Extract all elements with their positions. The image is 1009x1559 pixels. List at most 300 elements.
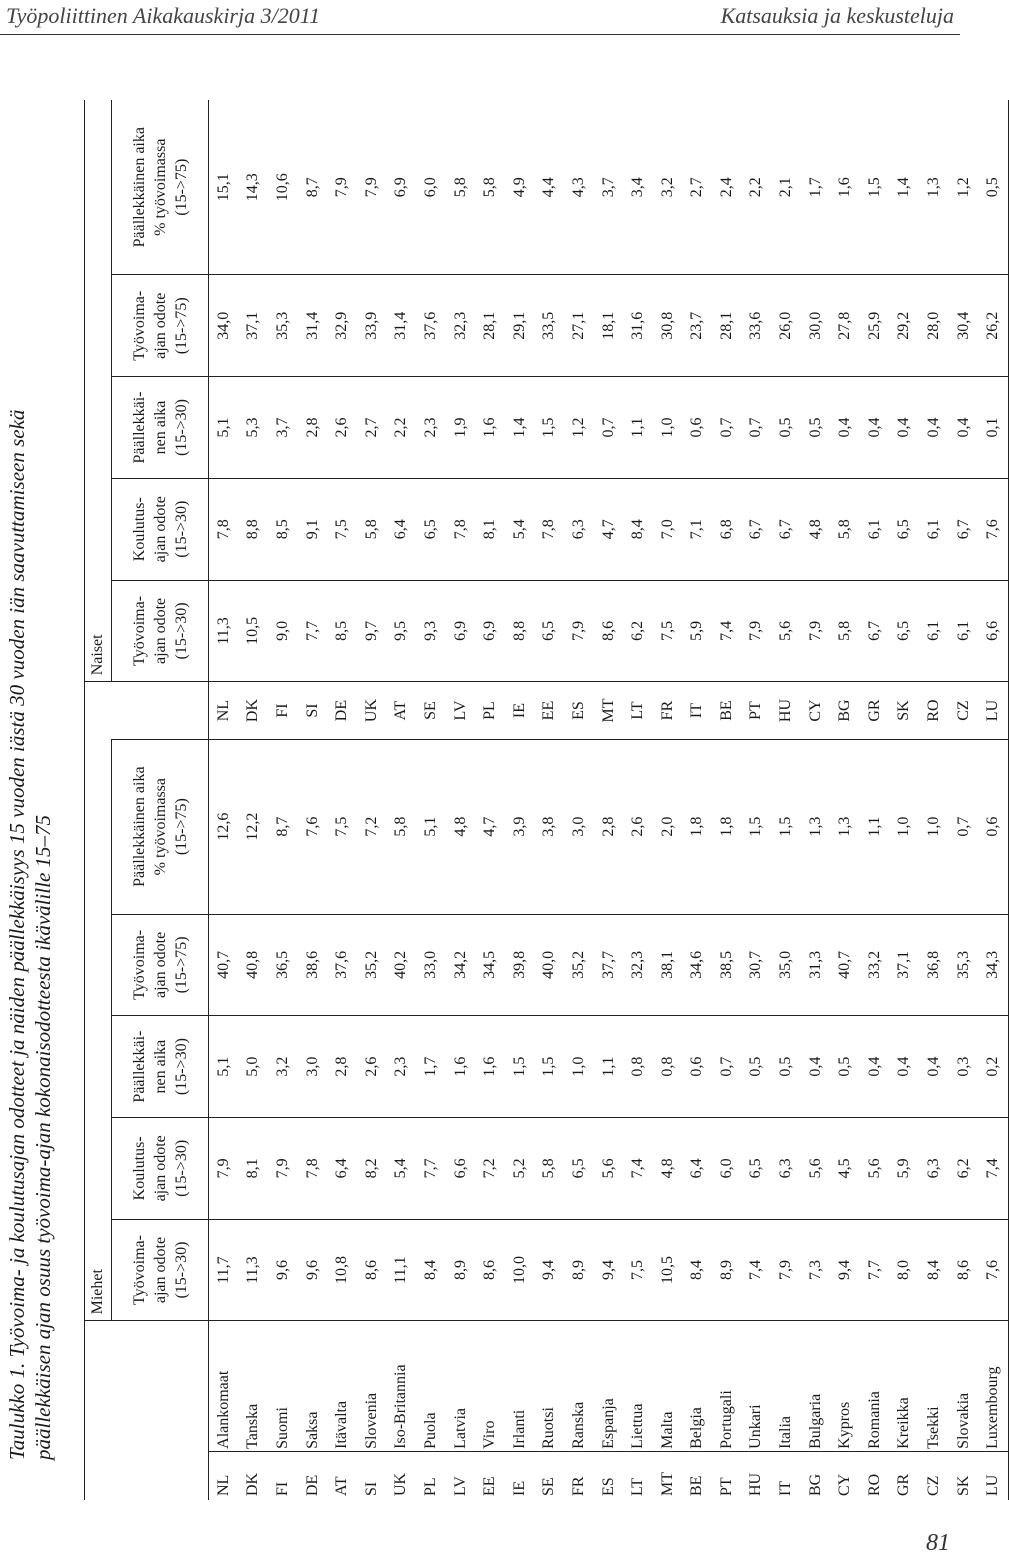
women-value: 9,5	[387, 580, 417, 682]
table-row	[475, 100, 505, 1500]
women-value: 10,6	[268, 100, 298, 275]
men-value: 40,8	[239, 914, 269, 1016]
men-column-header-5: Päällekkäinen aika % työvoimassa (15->75)	[112, 739, 209, 914]
men-value: 6,3	[771, 1117, 801, 1219]
men-value: 8,9	[712, 1219, 742, 1321]
women-country-code: FI	[268, 682, 298, 740]
women-value: 0,1	[978, 377, 1008, 479]
group-header-row	[85, 100, 112, 1500]
country-code: GR	[895, 1473, 913, 1496]
men-column-header-2: Koulutus- ajan odote (15->30)	[112, 1117, 209, 1219]
table-row	[387, 100, 417, 1500]
country-name: Luxembourg	[978, 1321, 1008, 1451]
section-title: Katsauksia ja keskusteluja	[720, 3, 954, 28]
country-name: Alankomaat	[209, 1321, 239, 1451]
group-men: Miehet	[85, 739, 112, 1321]
men-value: 33,2	[860, 914, 890, 1016]
men-value: 34,6	[683, 914, 713, 1016]
women-value: 6,1	[919, 478, 949, 580]
women-country-code: BE	[712, 682, 742, 740]
women-value: 2,2	[742, 100, 772, 275]
country-name: Slovakia	[949, 1321, 979, 1451]
women-value: 37,6	[416, 275, 446, 377]
table-body	[209, 100, 1009, 1500]
country-code: DE	[303, 1474, 321, 1496]
country-name: Bulgaria	[801, 1321, 831, 1451]
women-value: 31,4	[387, 275, 417, 377]
men-value: 2,8	[594, 739, 624, 914]
men-value: 7,9	[771, 1219, 801, 1321]
men-value: 0,8	[623, 1016, 653, 1118]
men-value: 7,6	[298, 739, 328, 914]
men-value: 6,5	[564, 1117, 594, 1219]
women-value: 30,0	[801, 275, 831, 377]
women-country-code: NL	[209, 682, 239, 740]
women-value: 27,8	[830, 275, 860, 377]
men-value: 1,5	[742, 739, 772, 914]
table-row	[446, 100, 476, 1500]
men-value: 35,0	[771, 914, 801, 1016]
men-value: 1,0	[919, 739, 949, 914]
country-name: Tanska	[239, 1321, 269, 1451]
men-value: 7,8	[298, 1117, 328, 1219]
men-value: 6,2	[949, 1117, 979, 1219]
women-value: 0,5	[771, 377, 801, 479]
women-value: 6,9	[475, 580, 505, 682]
country-code: PL	[421, 1477, 439, 1496]
men-value: 0,4	[801, 1016, 831, 1118]
women-value: 6,9	[446, 580, 476, 682]
men-value: 37,1	[890, 914, 920, 1016]
table-row	[268, 100, 298, 1500]
country-code: LT	[629, 1477, 647, 1496]
women-value: 25,9	[860, 275, 890, 377]
women-value: 7,5	[327, 478, 357, 580]
women-country-code: FR	[653, 682, 683, 740]
table-row	[801, 100, 831, 1500]
table-row	[239, 100, 269, 1500]
table-row	[771, 100, 801, 1500]
men-value: 0,6	[683, 1016, 713, 1118]
men-value: 6,4	[683, 1117, 713, 1219]
women-value: 30,4	[949, 275, 979, 377]
women-value: 1,6	[475, 377, 505, 479]
women-value: 32,9	[327, 275, 357, 377]
women-value: 2,2	[387, 377, 417, 479]
women-value: 7,9	[564, 580, 594, 682]
women-value: 5,1	[209, 377, 239, 479]
men-value: 11,7	[209, 1219, 239, 1321]
women-value: 8,6	[594, 580, 624, 682]
men-value: 1,7	[416, 1016, 446, 1118]
women-value: 0,4	[919, 377, 949, 479]
men-value: 4,8	[446, 739, 476, 914]
men-value: 1,8	[712, 739, 742, 914]
men-value: 6,0	[712, 1117, 742, 1219]
men-value: 40,7	[830, 914, 860, 1016]
men-value: 1,6	[475, 1016, 505, 1118]
country-code: FR	[569, 1476, 587, 1496]
women-country-code: LU	[978, 682, 1008, 740]
women-value: 11,3	[209, 580, 239, 682]
women-value: 4,8	[801, 478, 831, 580]
women-value: 7,8	[209, 478, 239, 580]
men-value: 3,0	[564, 739, 594, 914]
women-value: 23,7	[683, 275, 713, 377]
men-value: 0,5	[771, 1016, 801, 1118]
table-row	[623, 100, 653, 1500]
women-value: 3,2	[653, 100, 683, 275]
women-country-code: DK	[239, 682, 269, 740]
women-value: 0,7	[594, 377, 624, 479]
country-code: AT	[333, 1476, 351, 1496]
men-value: 3,9	[505, 739, 535, 914]
women-value: 5,6	[771, 580, 801, 682]
women-country-code: BG	[830, 682, 860, 740]
women-value: 6,5	[890, 478, 920, 580]
country-code: LV	[451, 1476, 469, 1496]
women-country-code: LV	[446, 682, 476, 740]
women-value: 9,1	[298, 478, 328, 580]
men-value: 0,4	[890, 1016, 920, 1118]
header-blank	[112, 1321, 209, 1500]
women-value: 6,0	[416, 100, 446, 275]
women-column-header-3: Päällekkäi- nen aika (15->30)	[112, 377, 209, 479]
header-blank	[85, 1321, 112, 1500]
page-number: 81	[926, 1530, 950, 1556]
women-value: 31,4	[298, 275, 328, 377]
country-name: Ranska	[564, 1321, 594, 1451]
men-value: 8,7	[268, 739, 298, 914]
women-value: 5,4	[505, 478, 535, 580]
women-value: 6,3	[564, 478, 594, 580]
men-value: 36,5	[268, 914, 298, 1016]
men-value: 33,0	[416, 914, 446, 1016]
women-value: 0,7	[742, 377, 772, 479]
men-value: 0,2	[978, 1016, 1008, 1118]
men-value: 4,7	[475, 739, 505, 914]
men-value: 38,6	[298, 914, 328, 1016]
men-value: 5,9	[890, 1117, 920, 1219]
men-value: 1,3	[830, 739, 860, 914]
column-header-row	[112, 100, 209, 1500]
country-code: IT	[777, 1480, 795, 1496]
men-value: 5,6	[594, 1117, 624, 1219]
men-value: 8,9	[446, 1219, 476, 1321]
women-value: 4,9	[505, 100, 535, 275]
country-code: MT	[658, 1472, 676, 1496]
women-value: 4,7	[594, 478, 624, 580]
women-value: 1,0	[653, 377, 683, 479]
men-value: 1,5	[535, 1016, 565, 1118]
men-value: 8,6	[357, 1219, 387, 1321]
men-value: 0,5	[742, 1016, 772, 1118]
women-value: 8,8	[505, 580, 535, 682]
women-value: 1,5	[860, 100, 890, 275]
men-value: 1,3	[801, 739, 831, 914]
men-value: 7,3	[801, 1219, 831, 1321]
women-value: 2,1	[771, 100, 801, 275]
country-name: Malta	[653, 1321, 683, 1451]
women-value: 8,7	[298, 100, 328, 275]
women-value: 0,4	[890, 377, 920, 479]
women-value: 26,0	[771, 275, 801, 377]
women-value: 0,4	[830, 377, 860, 479]
men-column-header-3: Päällekkäi- nen aika (15->30)	[112, 1016, 209, 1118]
women-value: 1,2	[564, 377, 594, 479]
men-value: 3,0	[298, 1016, 328, 1118]
country-name: Puola	[416, 1321, 446, 1451]
men-value: 4,8	[653, 1117, 683, 1219]
women-country-code: SK	[890, 682, 920, 740]
men-value: 10,8	[327, 1219, 357, 1321]
group-women: Naiset	[85, 100, 112, 682]
women-value: 7,8	[446, 478, 476, 580]
caption-line-1: Taulukko 1. Työvoima- ja koulutusajan odotteet ja näiden päällekkäisyys 15 vuoden iästä 30 vuoden iän saavuttamiseen sekä	[5, 409, 29, 1460]
men-value: 0,5	[830, 1016, 860, 1118]
women-value: 1,2	[949, 100, 979, 275]
men-value: 7,9	[209, 1117, 239, 1219]
men-value: 5,1	[416, 739, 446, 914]
women-value: 2,6	[327, 377, 357, 479]
country-name: Romania	[860, 1321, 890, 1451]
men-value: 5,6	[860, 1117, 890, 1219]
country-name: Portugali	[712, 1321, 742, 1451]
country-name: Ruotsi	[535, 1321, 565, 1451]
men-value: 6,4	[327, 1117, 357, 1219]
men-value: 5,1	[209, 1016, 239, 1118]
women-country-code: PL	[475, 682, 505, 740]
men-value: 39,8	[505, 914, 535, 1016]
table-row	[890, 100, 920, 1500]
men-value: 7,5	[623, 1219, 653, 1321]
men-value: 40,7	[209, 914, 239, 1016]
men-value: 35,2	[357, 914, 387, 1016]
men-value: 1,0	[890, 739, 920, 914]
men-value: 8,4	[919, 1219, 949, 1321]
women-value: 6,5	[416, 478, 446, 580]
women-value: 1,1	[623, 377, 653, 479]
women-value: 2,4	[712, 100, 742, 275]
women-value: 1,9	[446, 377, 476, 479]
men-value: 37,6	[327, 914, 357, 1016]
women-column-header-1: Työvoima- ajan odote (15->30)	[112, 580, 209, 682]
header-blank	[85, 682, 112, 740]
table-row	[209, 100, 239, 1500]
women-country-code: SE	[416, 682, 446, 740]
women-value: 28,1	[712, 275, 742, 377]
men-value: 0,4	[860, 1016, 890, 1118]
women-value: 8,8	[239, 478, 269, 580]
country-code: IE	[510, 1480, 528, 1496]
country-code: BE	[688, 1475, 706, 1496]
men-value: 1,1	[860, 739, 890, 914]
table-row	[712, 100, 742, 1500]
women-value: 0,4	[949, 377, 979, 479]
country-name: Liettua	[623, 1321, 653, 1451]
caption-line-2: päällekkäisen ajan osuus työvoima-ajan kokonaisodotteesta ikävälille 15–75	[31, 814, 55, 1460]
women-value: 5,8	[830, 580, 860, 682]
men-value: 8,6	[475, 1219, 505, 1321]
men-value: 5,6	[801, 1117, 831, 1219]
men-value: 3,8	[535, 739, 565, 914]
men-column-header-4: Työvoima- ajan odote (15->75)	[112, 914, 209, 1016]
men-value: 0,8	[653, 1016, 683, 1118]
men-value: 6,3	[919, 1117, 949, 1219]
table-row	[653, 100, 683, 1500]
women-country-code: IT	[683, 682, 713, 740]
men-value: 10,0	[505, 1219, 535, 1321]
men-value: 2,3	[387, 1016, 417, 1118]
men-value: 1,0	[564, 1016, 594, 1118]
men-value: 1,1	[594, 1016, 624, 1118]
women-value: 6,5	[535, 580, 565, 682]
women-value: 35,3	[268, 275, 298, 377]
country-code: EE	[481, 1476, 499, 1496]
table-row	[505, 100, 535, 1500]
women-country-code: RO	[919, 682, 949, 740]
men-value: 1,6	[446, 1016, 476, 1118]
men-value: 1,5	[771, 739, 801, 914]
country-name: Irlanti	[505, 1321, 535, 1451]
country-code: RO	[865, 1473, 883, 1496]
women-country-code: CZ	[949, 682, 979, 740]
men-value: 9,4	[535, 1219, 565, 1321]
men-value: 31,3	[801, 914, 831, 1016]
men-value: 34,3	[978, 914, 1008, 1016]
women-country-code: AT	[387, 682, 417, 740]
women-value: 5,8	[830, 478, 860, 580]
data-table	[84, 100, 1009, 1500]
men-value: 1,8	[683, 739, 713, 914]
women-value: 9,3	[416, 580, 446, 682]
table-row	[535, 100, 565, 1500]
women-value: 3,4	[623, 100, 653, 275]
table-row	[949, 100, 979, 1500]
men-value: 34,2	[446, 914, 476, 1016]
women-value: 6,7	[771, 478, 801, 580]
women-value: 7,9	[742, 580, 772, 682]
men-value: 7,7	[416, 1117, 446, 1219]
women-value: 5,8	[446, 100, 476, 275]
journal-title: Työpoliittinen Aikakauskirja 3/2011	[6, 3, 321, 28]
men-value: 2,0	[653, 739, 683, 914]
country-name: Saksa	[298, 1321, 328, 1451]
men-value: 38,5	[712, 914, 742, 1016]
men-value: 37,7	[594, 914, 624, 1016]
country-code: UK	[392, 1472, 410, 1496]
country-name: Viro	[475, 1321, 505, 1451]
women-value: 6,8	[712, 478, 742, 580]
women-country-code: MT	[594, 682, 624, 740]
men-value: 8,4	[683, 1219, 713, 1321]
men-value: 11,1	[387, 1219, 417, 1321]
women-value: 7,9	[327, 100, 357, 275]
men-value: 30,7	[742, 914, 772, 1016]
women-value: 6,1	[919, 580, 949, 682]
table-row	[298, 100, 328, 1500]
women-value: 1,5	[535, 377, 565, 479]
women-value: 0,5	[801, 377, 831, 479]
women-value: 6,6	[978, 580, 1008, 682]
men-value: 12,2	[239, 739, 269, 914]
men-value: 8,6	[949, 1219, 979, 1321]
women-value: 29,1	[505, 275, 535, 377]
table-row	[416, 100, 446, 1500]
women-value: 6,1	[860, 478, 890, 580]
men-value: 35,2	[564, 914, 594, 1016]
women-country-code: EE	[535, 682, 565, 740]
men-value: 0,7	[712, 1016, 742, 1118]
women-value: 18,1	[594, 275, 624, 377]
table-row	[860, 100, 890, 1500]
country-name: Latvia	[446, 1321, 476, 1451]
table-row	[564, 100, 594, 1500]
country-name: Espanja	[594, 1321, 624, 1451]
women-value: 33,9	[357, 275, 387, 377]
country-name: Iso-Britannia	[387, 1321, 417, 1451]
table-row	[978, 100, 1008, 1500]
men-value: 10,5	[653, 1219, 683, 1321]
women-value: 9,0	[268, 580, 298, 682]
table-row	[830, 100, 860, 1500]
men-value: 7,4	[978, 1117, 1008, 1219]
country-name: Unkari	[742, 1321, 772, 1451]
men-value: 38,1	[653, 914, 683, 1016]
women-country-code: ES	[564, 682, 594, 740]
women-country-code: DE	[327, 682, 357, 740]
men-value: 8,0	[890, 1219, 920, 1321]
women-value: 28,0	[919, 275, 949, 377]
men-value: 7,4	[742, 1219, 772, 1321]
women-column-header-5: Päällekkäinen aika % työvoimassa (15->75)	[112, 100, 209, 275]
men-value: 0,3	[949, 1016, 979, 1118]
men-value: 8,1	[239, 1117, 269, 1219]
women-value: 14,3	[239, 100, 269, 275]
men-value: 9,6	[268, 1219, 298, 1321]
women-value: 37,1	[239, 275, 269, 377]
men-value: 35,3	[949, 914, 979, 1016]
women-value: 6,7	[860, 580, 890, 682]
men-value: 32,3	[623, 914, 653, 1016]
women-value: 1,4	[505, 377, 535, 479]
women-value: 31,6	[623, 275, 653, 377]
men-value: 6,6	[446, 1117, 476, 1219]
women-value: 1,3	[919, 100, 949, 275]
women-value: 2,8	[298, 377, 328, 479]
men-value: 0,6	[978, 739, 1008, 914]
header-blank	[112, 682, 209, 740]
men-value: 3,2	[268, 1016, 298, 1118]
women-value: 8,4	[623, 478, 653, 580]
women-value: 1,7	[801, 100, 831, 275]
men-value: 7,5	[327, 739, 357, 914]
men-value: 0,7	[949, 739, 979, 914]
men-value: 8,9	[564, 1219, 594, 1321]
men-value: 2,8	[327, 1016, 357, 1118]
women-value: 28,1	[475, 275, 505, 377]
country-code: BG	[806, 1473, 824, 1496]
women-value: 2,3	[416, 377, 446, 479]
men-value: 5,2	[505, 1117, 535, 1219]
women-value: 6,2	[623, 580, 653, 682]
women-value: 7,9	[801, 580, 831, 682]
women-column-header-2: Koulutus- ajan odote (15->30)	[112, 478, 209, 580]
country-name: Kreikka	[890, 1321, 920, 1451]
women-value: 30,8	[653, 275, 683, 377]
men-value: 0,4	[919, 1016, 949, 1118]
women-country-code: IE	[505, 682, 535, 740]
